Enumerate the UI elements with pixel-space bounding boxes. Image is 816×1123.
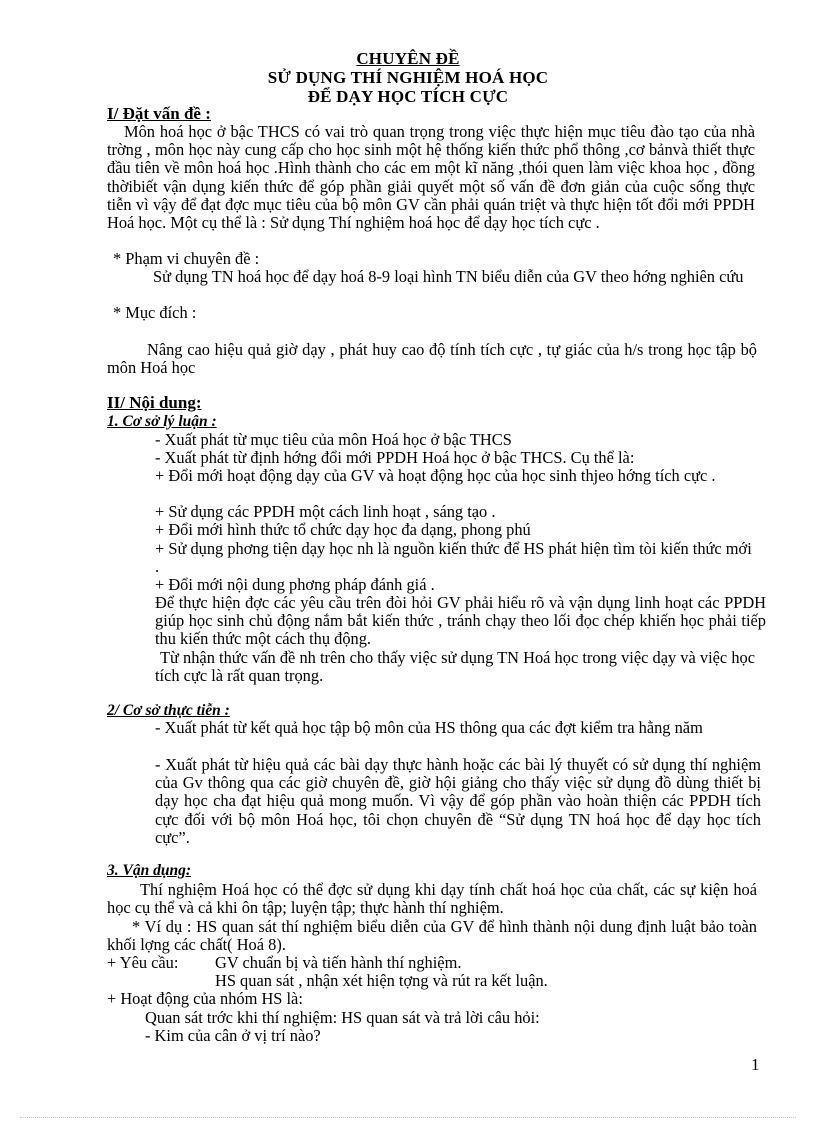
question-line: - Kim của cân ở vị trí nào? [145,1026,321,1045]
activity-label: + Hoạt động của nhóm HS là: [107,989,303,1008]
subsection2-heading: 2/ Cơ sở thực tiễn : [107,702,230,719]
list-item: + Đổi mới hình thức tổ chức dạy học đa dạng, phong phú [155,520,531,539]
list-item: + Đổi mới nội dung phơng pháp đánh giá . [155,575,435,594]
requirement-label: + Yêu cầu: [107,953,179,972]
requirement-line: GV chuẩn bị và tiến hành thí nghiệm. [215,953,462,972]
list-item: - Xuất phát từ mục tiêu của môn Hoá học ở bậc THCS [155,430,512,449]
example-paragraph: * Ví dụ : HS quan sát thí nghiệm biểu diễn của GV để hình thành nội dung định luật bảo toàn khối lợng các chất( Hoá 8). [107,917,757,955]
page-number: 1 [751,1055,760,1074]
list-item: - Xuất phát từ kết quả học tập bộ môn của HS thông qua các đợt kiểm tra hằng năm [155,718,703,737]
requirement-line: HS quan sát , nhận xét hiện tợng và rút ra kết luận. [215,971,548,990]
list-item: + Sử dụng phơng tiện dạy học nh là nguồn kiến thức để HS phát hiện tìm tòi kiến thức mới . [155,539,752,577]
observe-line: Quan sát trớc khi thí nghiệm: HS quan sát và trả lời câu hỏi: [145,1008,540,1027]
list-item: - Xuất phát từ định hớng đổi mới PPDH Hoá học ở bậc THCS. Cụ thể là: [155,448,635,467]
list-item: Để thực hiện đợc các yêu cầu trên đòi hỏi GV phải hiểu rõ và vận dụng linh hoạt các PPDH giúp học sinh chủ động nắm bắt kiến thức , tránh chạy theo lối đọc chép khiến học phải tiếp thu kiến thức một cách thụ động. [155,593,766,649]
list-item: Từ nhận thức vấn đề nh trên cho thấy việc sử dụng TN Hoá học trong việc dạy và việc học tích cực là rất quan trọng. [155,648,755,686]
section1-heading: I/ Đặt vấn đề : [107,104,211,123]
apply-paragraph: Thí nghiệm Hoá học có thể đợc sử dụng khi dạy tính chất hoá học của chất, các sự kiện hoá học cụ thể và cả khi ôn tập; luyện tập; thực hành thí nghiệm. [107,880,757,918]
scope-text: Sử dụng TN hoá học để dạy hoá 8-9 loại hình TN biểu diễn của GV theo hớng nghiên cứu [153,267,744,286]
list-item: + Đổi mới hoạt động dạy của GV và hoạt động học của học sinh thjeo hớng tích cực . [155,466,716,485]
doc-title-line1: CHUYÊN ĐỀ [356,49,460,68]
section2-heading: II/ Nội dung: [107,393,202,412]
scope-label: * Phạm vi chuyên đề : [113,249,260,268]
purpose-text: Nâng cao hiệu quả giờ dạy , phát huy cao độ tính tích cực , tự giác của h/s trong học tập bộ môn Hoá học [107,340,757,378]
subsection3-heading: 3. Vận dụng: [107,862,191,879]
section1-intro: Môn hoá học ở bậc THCS có vai trò quan trọng trong việc thực hiện mục tiêu đào tạo của nhà trờng , môn học này cung cấp cho học sinh một hệ thống kiến thức phổ thông ,cơ bảnvà thiết thực đầu tiên về môn hoá học .Hình thành cho các em một kĩ năng ,thói quen làm việc khoa học , đồng thờibiết vận dụng kiến thức để góp phần giải quyết một số vấn đề đơn giản của cuộc sống thực tiễn vì vậy để đạt đợc mục tiêu của bộ môn GV cần phải quán triệt và thực hiện tốt đổi mới PPDH Hoá học. Một cụ thể là : Sử dụng Thí nghiệm hoá học để dạy học tích cực . [107,122,755,233]
subsection1-heading: 1. Cơ sở lý luận : [107,413,217,430]
doc-title-line2: SỬ DỤNG THÍ NGHIỆM HOÁ HỌC [267,68,549,87]
list-item: + Sử dụng các PPDH một cách linh hoạt , sáng tạo . [155,502,496,521]
list-item: - Xuất phát từ hiệu quả các bài dạy thực hành hoặc các bài lý thuyết có sử dụng thí nghiệm của Gv thông qua các giờ chuyên đề, giờ hội giảng cho thấy việc sử dụng đồ dùng thiết bị dạy học cha đạt hiệu quả mong muốn. Vì vậy để góp phần vào hoàn thiện các PPDH tích cực đối với bộ môn Hoá học, tôi chọn chuyên đề “Sử dụng TN hoá học để dạy học tích cực”. [155,755,761,847]
page-bottom-divider [20,1117,796,1118]
purpose-label: * Mục đích : [113,303,197,322]
doc-title-line3: ĐỂ DẠY HỌC TÍCH CỰC [307,87,509,106]
